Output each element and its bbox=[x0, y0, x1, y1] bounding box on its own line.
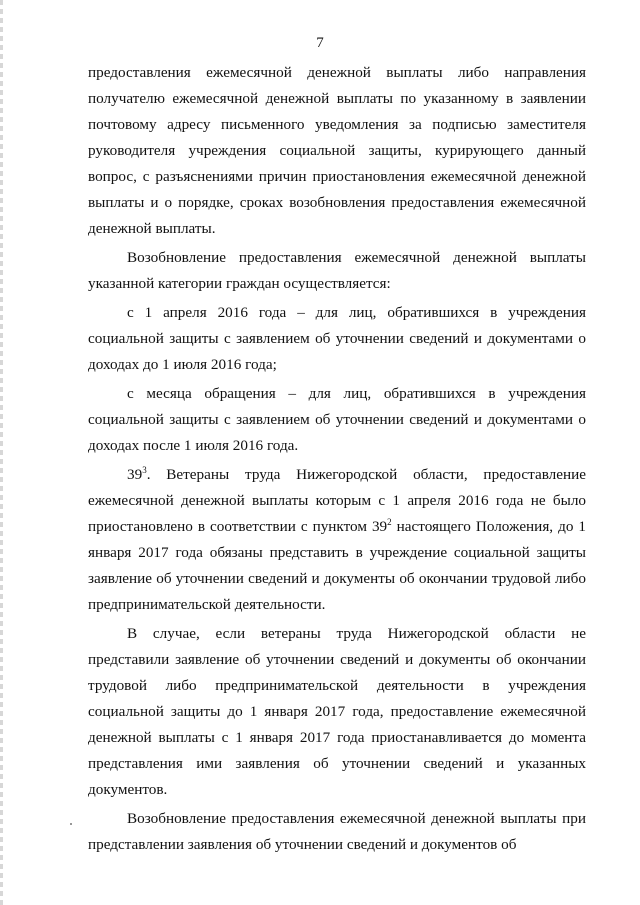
clause-text-part2: настоящего Положения, до 1 января 2017 года обязаны представить в учреждение социальной защиты заявление об уточнении сведений и документы об окончании трудовой либо предпринимательской деятельности. bbox=[88, 518, 587, 613]
clause-reference-superscript: 2 bbox=[387, 517, 392, 527]
paragraph-resumption-condition: Возобновление предоставления ежемесячной денежной выплаты при представлении заявления об уточнении сведений и документов об bbox=[88, 810, 586, 853]
paragraph-after-july: с месяца обращения – для лиц, обратившихся в учреждения социальной защиты с заявлением об уточнении сведений и документами о доходах после 1 июля 2016 года. bbox=[88, 385, 586, 454]
clause-number: 39 bbox=[127, 466, 143, 483]
paragraph-before-july: с 1 апреля 2016 года – для лиц, обратившихся в учреждения социальной защиты с заявлением об уточнении сведений и документами о доходах до 1 июля 2016 года; bbox=[88, 304, 586, 373]
paragraph-non-submission: В случае, если ветераны труда Нижегородской области не представили заявление об уточнении сведений и документы об окончании трудовой либо предпринимательской деятельности в учреждения социальной защиты до 1 января 2017 года, предоставление ежемесячной денежной выплаты с 1 января 2017 года приостанавливается до момента представления ими заявления об уточнении сведений и указанных документов. bbox=[88, 625, 586, 798]
scan-mark bbox=[70, 823, 72, 825]
document-body bbox=[88, 60, 586, 861]
page-number: 7 bbox=[316, 35, 324, 51]
paragraph-resumption-intro: Возобновление предоставления ежемесячной денежной выплаты указанной категории граждан осуществляется: bbox=[88, 249, 586, 292]
paragraph-continuation: предоставления ежемесячной денежной выплаты либо направления получателю ежемесячной денежной выплаты по указанному в заявлении почтовому адресу письменного уведомления за подписью заместителя руководителя учреждения социальной защиты, курирующего данный вопрос, с разъяснениями причин приостановления ежемесячной денежной выплаты и о порядке, сроках возобновления предоставления ежемесячной денежной выплаты. bbox=[88, 64, 586, 237]
scan-edge bbox=[0, 0, 3, 905]
paragraph-clause-39-3 bbox=[88, 462, 586, 618]
clause-text-part1: . Ветераны труда Нижегородской области, предоставление ежемесячной денежной выплаты которым с 1 апреля 2016 года не было приостановлено в соответствии с пунктом 39 bbox=[88, 466, 586, 535]
clause-superscript: 3 bbox=[142, 465, 147, 475]
